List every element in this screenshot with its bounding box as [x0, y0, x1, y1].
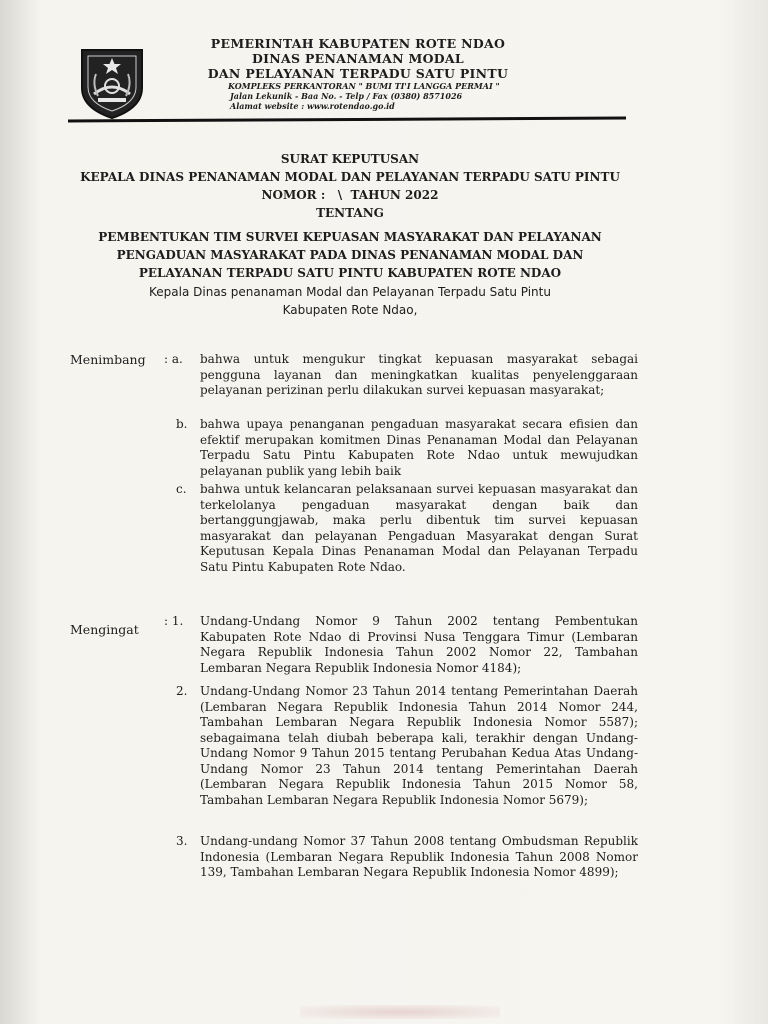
title-line-2: KEPALA DINAS PENANAMAN MODAL DAN PELAYANAN TERPADU SATU PINTU — [80, 170, 620, 184]
opening-statement — [90, 283, 610, 319]
letterhead-divider — [68, 117, 626, 123]
decree-title — [70, 150, 630, 282]
rote-ndao-crest-icon — [76, 44, 148, 120]
list-item — [164, 614, 638, 676]
item-text: bahwa untuk mengukur tingkat kepuasan masyarakat sebagai pengguna layanan dan meningkatkan kualitas penyelenggaraan pelayanan perizinan perlu dilakukan survei kepuasan masyarakat; — [200, 352, 638, 397]
item-marker: c. — [176, 482, 187, 496]
item-text: Undang-Undang Nomor 9 Tahun 2002 tentang Pembentukan Kabupaten Rote Ndao di Provinsi Nusa Tenggara Timur (Lembaran Negara Republik Indonesia Tahun 2002 Nomor 22, Tambahan Lembaran Negara Republik Indonesia Nomor 4184); — [200, 614, 638, 675]
title-line-7: PELAYANAN TERPADU SATU PINTU KABUPATEN ROTE NDAO — [138, 266, 562, 280]
opening-line-2: Kabupaten Rote Ndao, — [282, 303, 418, 317]
list-item — [176, 834, 638, 881]
item-marker: : 1. — [164, 614, 184, 628]
item-text: bahwa upaya penanganan pengaduan masyarakat secara efisien dan efektif merupakan komitmen Dinas Penanaman Modal dan Pelayanan Terpadu Satu Pintu Kabupaten Rote Ndao untuk mewujudkan pelayanan publik yang lebih baik — [200, 417, 638, 478]
item-marker: b. — [176, 417, 188, 431]
letterhead-agency: DINAS PENANAMAN MODAL — [251, 51, 465, 66]
title-line-6: PENGADUAN MASYARAKAT PADA DINAS PENANAMAN MODAL DAN — [116, 248, 584, 262]
letterhead — [168, 36, 548, 111]
item-marker: 3. — [176, 834, 188, 848]
letterhead-agency-2: DAN PELAYANAN TERPADU SATU PINTU — [207, 66, 509, 81]
opening-line-1: Kepala Dinas penanaman Modal dan Pelayanan Terpadu Satu Pintu — [149, 285, 551, 299]
letterhead-government: PEMERINTAH KABUPATEN ROTE NDAO — [210, 36, 506, 51]
letterhead-complex: KOMPLEKS PERKANTORAN " BUMI TI'I LANGGA PERMAI " — [228, 81, 500, 91]
list-item — [164, 352, 638, 399]
scan-smudge — [300, 1005, 500, 1019]
list-item — [176, 684, 638, 808]
item-marker: : a. — [164, 352, 183, 366]
item-marker: 2. — [176, 684, 188, 698]
list-item — [176, 482, 638, 575]
letterhead-website: Alamat website : www.rotendao.go.id — [230, 101, 395, 111]
title-line-1: SURAT KEPUTUSAN — [280, 152, 420, 166]
title-tentang: TENTANG — [316, 206, 384, 220]
section-label: Menimbang — [70, 352, 146, 367]
item-text: bahwa untuk kelancaran pelaksanaan survei kepuasan masyarakat dan terkelolanya pengaduan masyarakat dengan baik dan bertanggungjawab, maka perlu dibentuk tim survei kepuasan masyarakat dan pelayanan Pengaduan Masyarakat dengan Surat Keputusan Kepala Dinas Penanaman Modal dan Pelayanan Terpadu Satu Pintu Kabupaten Rote Ndao. — [200, 482, 638, 574]
section-label: Mengingat — [70, 622, 139, 637]
list-item — [176, 417, 638, 479]
letterhead-address: Jalan Lekunik - Baa No. - Telp / Fax (0380) 8571026 — [230, 91, 463, 101]
title-number: NOMOR : \ TAHUN 2022 — [261, 188, 439, 202]
item-text: Undang-Undang Nomor 23 Tahun 2014 tentang Pemerintahan Daerah (Lembaran Negara Republik Indonesia Tahun 2014 Nomor 244, Tambahan Lembaran Negara Republik Indonesia Nomor 5587); sebagaimana telah diubah beberapa kali, terakhir dengan Undang-Undang Nomor 9 Tahun 2015 tentang Perubahan Kedua Atas Undang-Undang Nomor 23 Tahun 2014 tentang Pemerintahan Daerah (Lembaran Negara Republik Indonesia Tahun 2015 Nomor 58, Tambahan Lembaran Negara Republik Indonesia Nomor 5679); — [200, 684, 638, 807]
title-line-5: PEMBENTUKAN TIM SURVEI KEPUASAN MASYARAKAT DAN PELAYANAN — [98, 230, 602, 244]
item-text: Undang-undang Nomor 37 Tahun 2008 tentang Ombudsman Republik Indonesia (Lembaran Negara Republik Indonesia Tahun 2008 Nomor 139, Tambahan Lembaran Negara Republik Indonesia Nomor 4899); — [200, 834, 638, 879]
